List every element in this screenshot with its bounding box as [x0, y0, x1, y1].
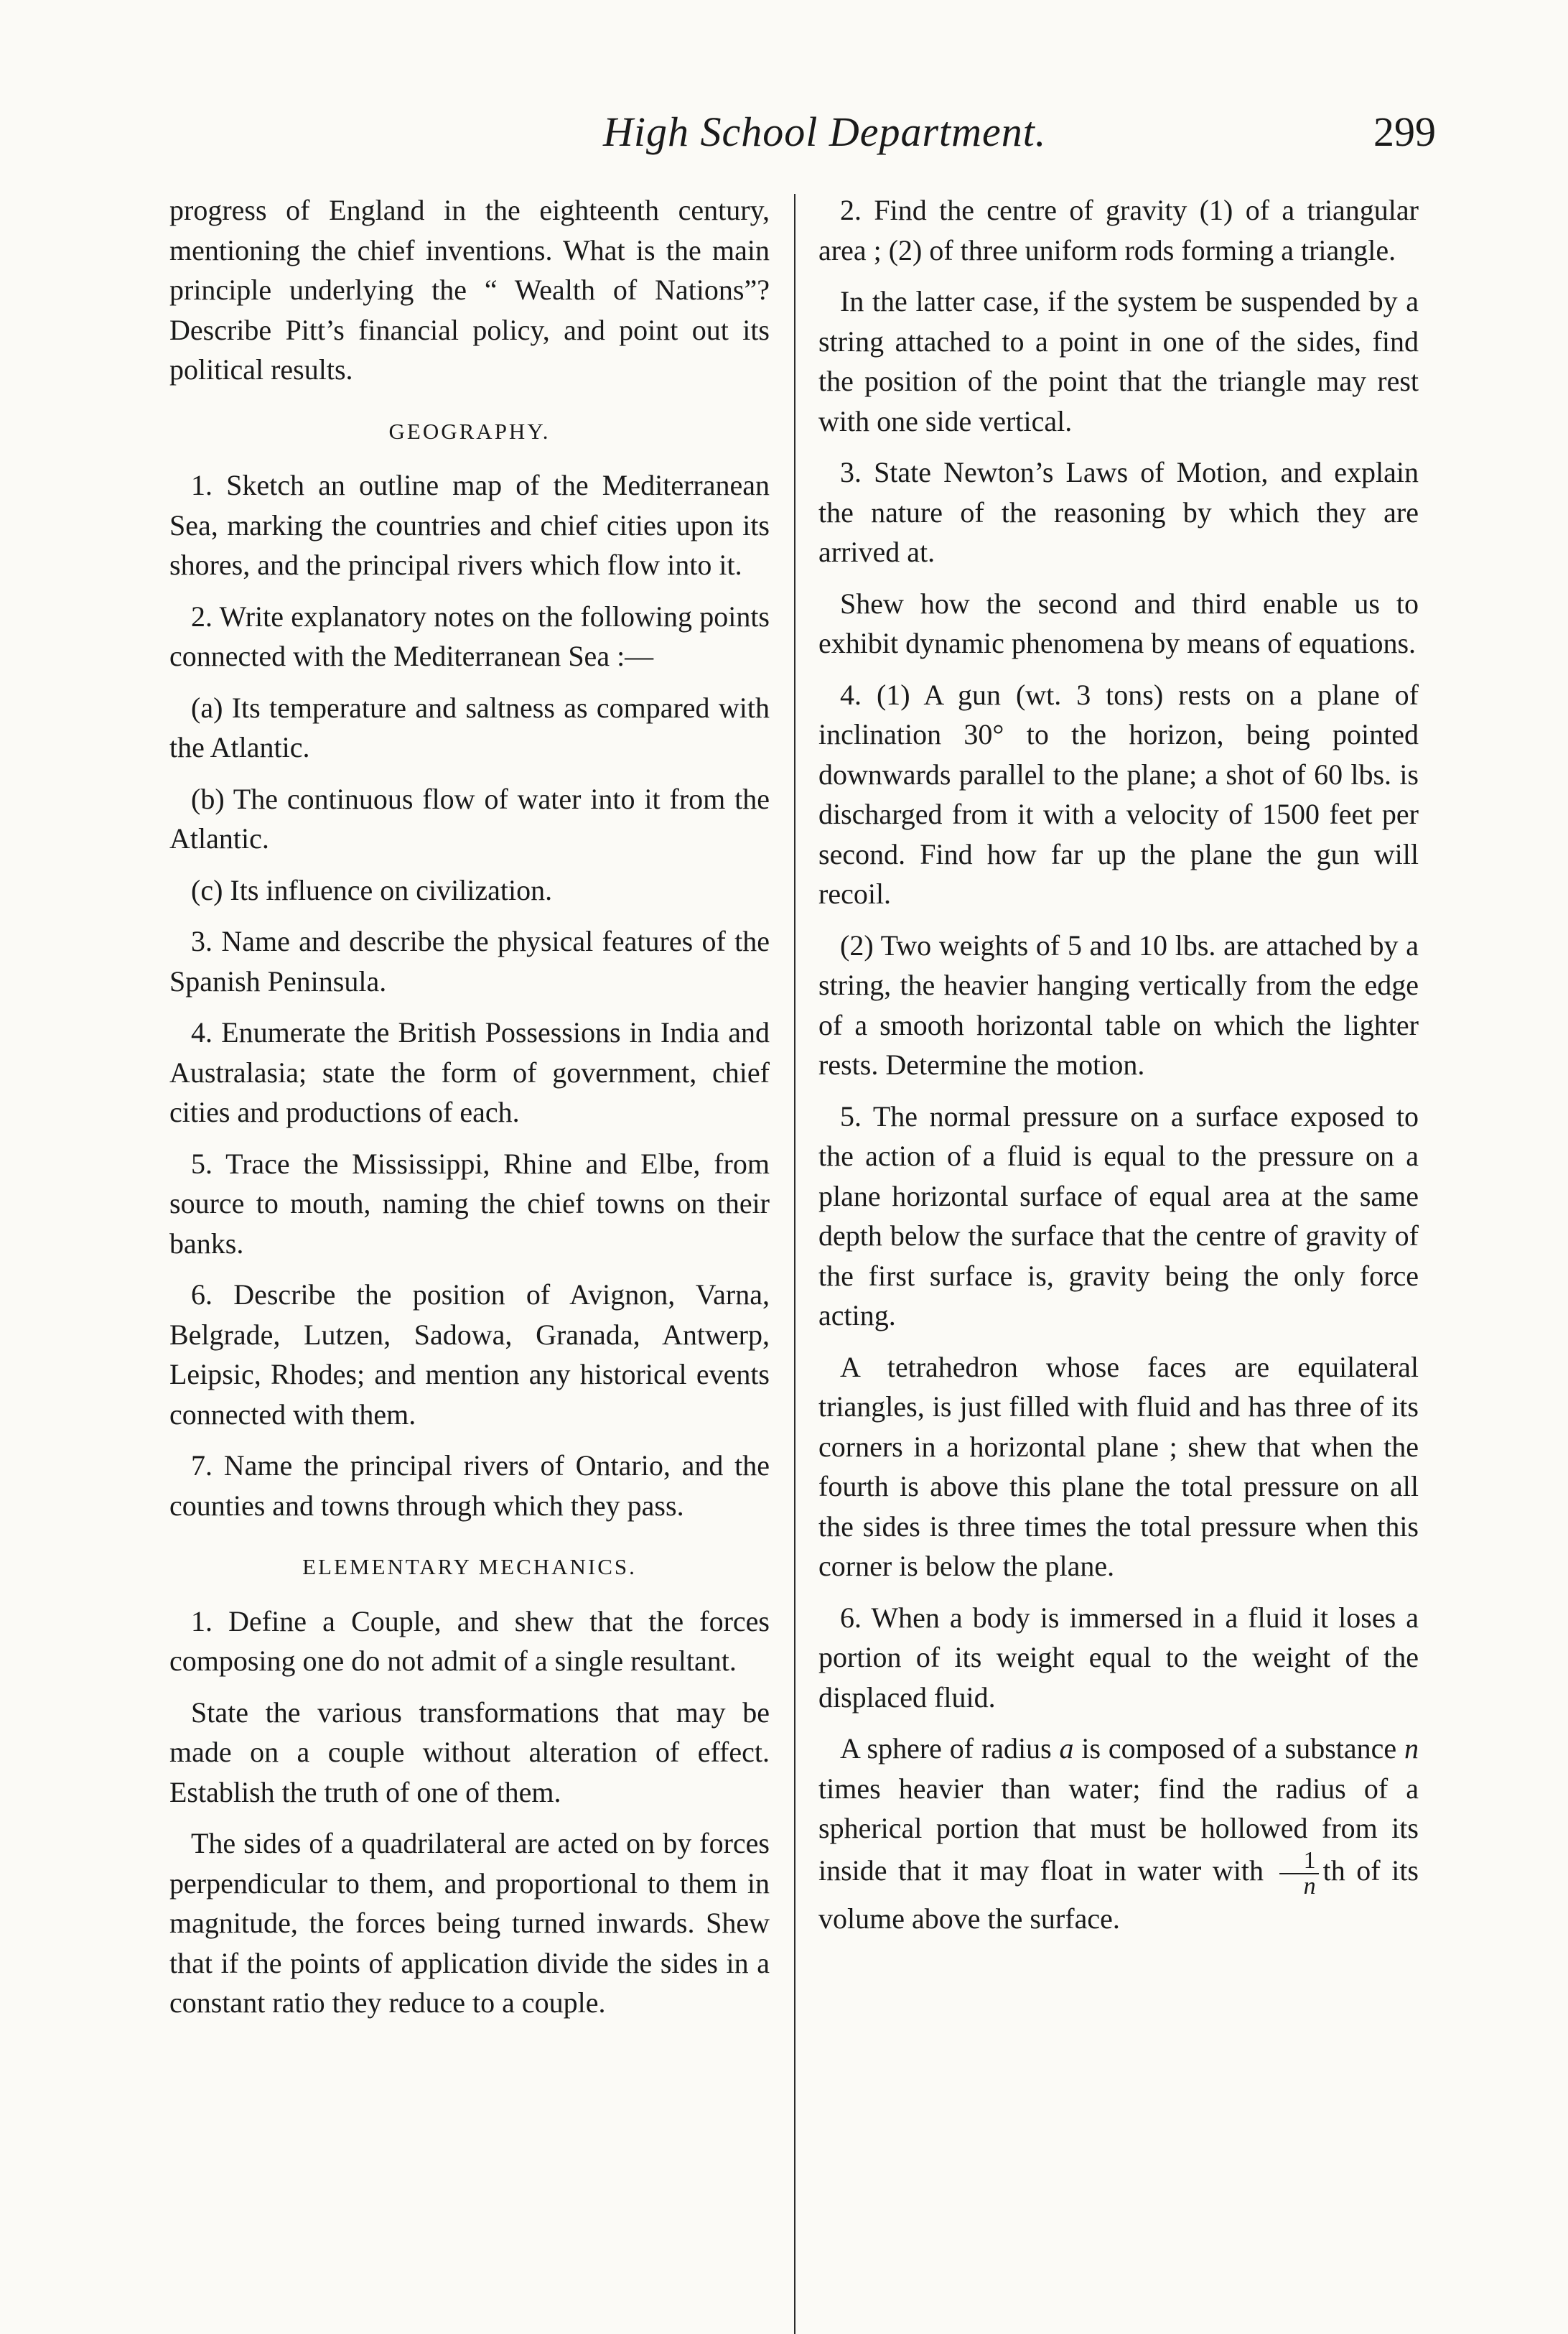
geography-question: 7. Name the principal rivers of Ontario, and the counties and towns through which they pass.: [169, 1449, 770, 1522]
column-divider: [794, 194, 795, 2334]
variable-a: a: [1059, 1732, 1074, 1765]
sphere-text-before: A sphere of radius: [840, 1732, 1060, 1765]
mechanics-question: 5. The normal pressure on a surface exposed to the action of a fluid is equal to the pressure on a plane horizontal surface of equal area at the same depth below the surface that the centre of gravity of the first surface is, gravity being the only force acting.: [818, 1099, 1419, 1331]
mechanics-question: (2) Two weights of 5 and 10 lbs. are attached by a string, the heavier hanging vertically from the edge of a smooth horizontal table on which the lighter rests. Determine the motion.: [818, 929, 1419, 1081]
mechanics-question: 3. State Newton’s Laws of Motion, and explain the nature of the reasoning by which they are arrived at.: [818, 456, 1419, 568]
sphere-text-after: th of its volume above the surface.: [818, 1854, 1419, 1935]
page-number: 299: [1373, 108, 1436, 155]
mechanics-question: In the latter case, if the system be suspended by a string attached to a point in one of the sides, find the position of the point that the triangle may rest with one side vertical.: [818, 285, 1419, 437]
geography-question: 5. Trace the Mississippi, Rhine and Elbe, from source to mouth, naming the chief towns on their banks.: [169, 1147, 770, 1260]
sphere-text-mid: is composed of a substance: [1073, 1732, 1404, 1765]
mechanics-question: 6. When a body is immersed in a fluid it loses a portion of its weight equal to the weight of the displaced fluid.: [818, 1601, 1419, 1714]
geography-question: 4. Enumerate the British Possessions in India and Australasia; state the form of government, chief cities and productions of each.: [169, 1016, 770, 1128]
geography-subquestion: (c) Its influence on civilization.: [191, 873, 553, 906]
mechanics-question: 1. Define a Couple, and shew that the forces composing one do not admit of a single resultant.: [169, 1604, 770, 1677]
page-header: [144, 108, 1436, 180]
mechanics-question: 4. (1) A gun (wt. 3 tons) rests on a plane of inclination 30° to the horizon, being pointed downwards parallel to the plane; a shot of 60 lbs. is discharged from it with a velocity of 1500 feet per second. Find how far up the plane the gun will recoil.: [818, 678, 1419, 910]
mechanics-heading: ELEMENTARY MECHANICS.: [302, 1554, 637, 1579]
mechanics-question: State the various transformations that may be made on a couple without alteration of effect. Establish the truth of one of them.: [169, 1696, 770, 1808]
history-continuation: progress of England in the eighteenth century, mentioning the chief inventions. What is the main principle underlying the “ Wealth of Nations”? Describe Pitt’s financial policy, and point out its political results.: [169, 194, 770, 386]
left-column: [169, 190, 770, 2035]
geography-question: 2. Write explanatory notes on the following points connected with the Mediterranean Sea :—: [169, 600, 770, 672]
sphere-question: [818, 1729, 1419, 1938]
variable-n: n: [1404, 1732, 1419, 1765]
mechanics-question: The sides of a quadrilateral are acted on by forces perpendicular to them, and proportional to them in magnitude, the forces being turned inwards. Shew that if the points of application divide the sides in a constant ratio they reduce to a couple.: [169, 1827, 770, 2019]
geography-heading: GEOGRAPHY.: [388, 418, 551, 444]
geography-question: 1. Sketch an outline map of the Mediterranean Sea, marking the countries and chief cities upon its shores, and the principal rivers which flow into it.: [169, 469, 770, 581]
geography-question: 3. Name and describe the physical features of the Spanish Peninsula.: [169, 925, 770, 998]
running-title: High School Department.: [603, 108, 1047, 155]
geography-subquestion: (a) Its temperature and saltness as compared with the Atlantic.: [169, 691, 770, 763]
geography-subquestion: (b) The continuous flow of water into it from the Atlantic.: [169, 782, 770, 855]
mechanics-question: 2. Find the centre of gravity (1) of a triangular area ; (2) of three uniform rods forming a triangle.: [818, 194, 1419, 266]
mechanics-question: A tetrahedron whose faces are equilateral triangles, is just filled with fluid and has three of its corners in a horizontal plane ; shew that when the fourth is above this plane the total pressure on all the sides is three times the total pressure when this corner is below the plane.: [818, 1350, 1419, 1582]
right-column: [818, 190, 1419, 1950]
geography-question: 6. Describe the position of Avignon, Varna, Belgrade, Lutzen, Sadowa, Granada, Antwerp, Leipsic, Rhodes; and mention any historical events connected with them.: [169, 1278, 770, 1431]
fraction-numerator: 1: [1279, 1849, 1319, 1874]
mechanics-question: Shew how the second and third enable us to exhibit dynamic phenomena by means of equations.: [818, 587, 1419, 659]
fraction-one-over-n: [1279, 1846, 1319, 1900]
sphere-text-mid: times heavier than water; find the radius of a spherical portion that must be hollowed from its inside that it may float in water with: [818, 1772, 1419, 1887]
fraction-denominator: n: [1303, 1872, 1316, 1900]
